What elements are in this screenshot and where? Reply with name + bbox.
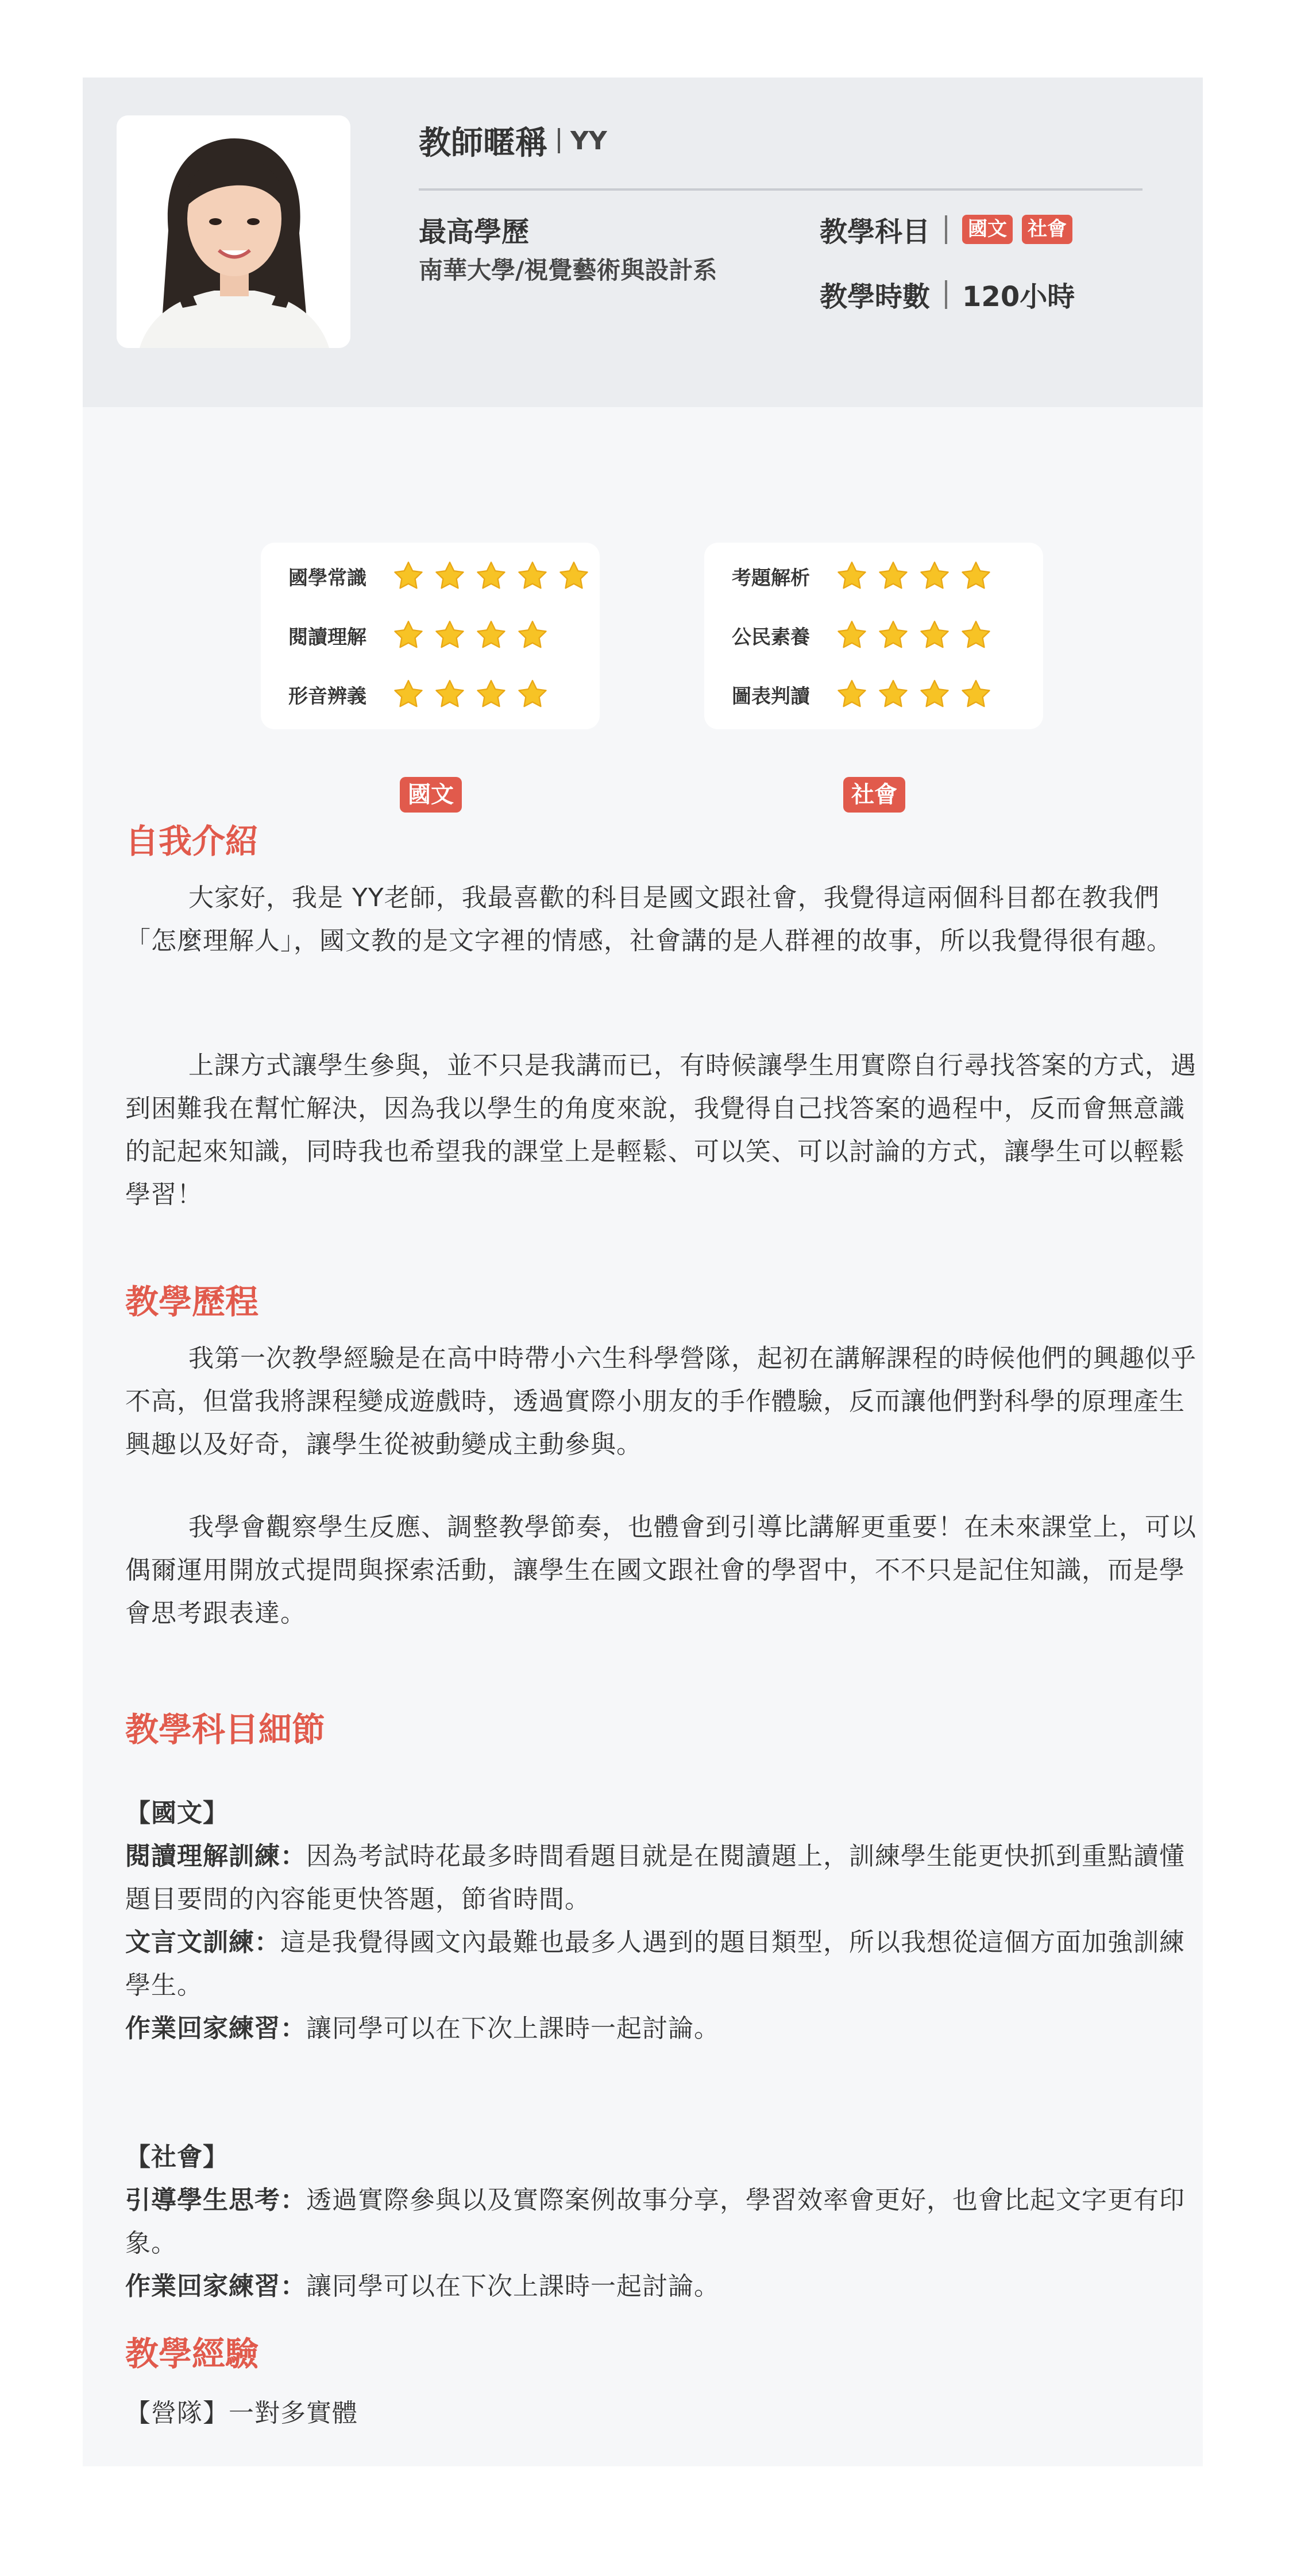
details-header-chinese: 【國文】 <box>125 1798 229 1828</box>
star-icon <box>877 560 910 592</box>
hours-label: 教學時數 <box>820 281 931 313</box>
nickname-value: YY <box>570 126 607 156</box>
star-icon <box>877 678 910 710</box>
star-icon <box>918 678 951 710</box>
star-icon <box>959 619 993 651</box>
detail-text: 透過實際參與以及實際案例故事分享，學習效率會更好，也會比起文字更有印象。 <box>125 2186 1185 2258</box>
star-rating <box>835 560 1001 592</box>
divider <box>945 215 947 244</box>
star-icon <box>433 560 466 592</box>
experience-item: 【營隊】一對多實體 <box>125 2399 358 2428</box>
nickname-label: 教師暱稱 <box>419 125 547 162</box>
profile-header <box>83 78 1203 407</box>
rating-label: 公民素養 <box>732 625 810 649</box>
rating-label: 考題解析 <box>732 566 810 590</box>
subject-tag-social: 社會 <box>843 777 905 813</box>
history-paragraph: 我第一次教學經驗是在高中時帶小六生科學營隊，起初在講解課程的時候他們的興趣似乎不高，但當我將課程變成遊戲時，透過實際小朋友的手作體驗，反而讓他們對科學的原理產生興趣以及好奇，讓學生從被動變成主動參與。 <box>125 1344 1196 1459</box>
star-icon <box>474 560 508 592</box>
rating-row <box>732 678 1001 710</box>
detail-label: 閱讀理解訓練： <box>125 1842 306 1871</box>
detail-item <box>125 1835 1202 1921</box>
detail-text: 因為考試時花最多時間看題目就是在閱讀題上，訓練學生能更快抓到重點讀懂題目要問的內容能更快答題，節省時間。 <box>125 1842 1185 1914</box>
divider <box>945 280 947 309</box>
education-label: 最高學歷 <box>419 216 530 248</box>
star-icon <box>959 560 993 592</box>
detail-label: 作業回家練習： <box>125 2272 306 2301</box>
star-rating <box>392 678 557 710</box>
star-icon <box>392 678 425 710</box>
star-icon <box>474 619 508 651</box>
detail-item <box>125 2179 1202 2265</box>
detail-label: 文言文訓練： <box>125 1928 280 1957</box>
education-value: 南華大學/視覺藝術與設計系 <box>419 256 717 284</box>
subject-tag-social: 社會 <box>1022 215 1072 244</box>
rating-row <box>732 619 1001 651</box>
star-icon <box>516 678 549 710</box>
star-icon <box>918 560 951 592</box>
detail-label: 引導學生思考： <box>125 2186 306 2215</box>
history-paragraph: 我學會觀察學生反應、調整教學節奏，也體會到引導比講解更重要！在未來課堂上，可以偶爾運用開放式提問與探索活動，讓學生在國文跟社會的學習中，不不只是記住知識，而是學會思考跟表達。 <box>125 1513 1196 1628</box>
rating-label: 形音辨義 <box>288 684 366 708</box>
star-icon <box>516 560 549 592</box>
rating-box-social <box>704 543 1043 729</box>
star-rating <box>835 619 1001 651</box>
section-title-history: 教學歷程 <box>125 1282 259 1321</box>
detail-item <box>125 1921 1202 2007</box>
intro-paragraph: 大家好，我是 YY老師，我最喜歡的科目是國文跟社會，我覺得這兩個科目都在教我們「怎麼理解人」，國文教的是文字裡的情感，社會講的是人群裡的故事，所以我覺得很有趣。 <box>125 883 1172 956</box>
star-icon <box>392 619 425 651</box>
star-icon <box>516 619 549 651</box>
subject-details <box>125 2136 1202 2308</box>
section-title-details: 教學科目細節 <box>125 1710 326 1749</box>
hours-row <box>820 274 1075 314</box>
detail-item <box>125 2265 1202 2308</box>
detail-text: 這是我覺得國文內最難也最多人遇到的題目類型，所以我想從這個方面加強訓練學生。 <box>125 1928 1185 2000</box>
teacher-photo <box>117 115 350 348</box>
star-rating <box>392 619 557 651</box>
section-title-intro: 自我介紹 <box>125 822 259 861</box>
star-rating <box>835 678 1001 710</box>
subject-tag-chinese: 國文 <box>962 215 1013 244</box>
star-icon <box>433 619 466 651</box>
detail-text: 讓同學可以在下次上課時一起討論。 <box>306 2272 720 2301</box>
subjects-row <box>820 210 1072 249</box>
rating-row <box>288 678 557 710</box>
star-rating <box>392 560 599 592</box>
rating-row <box>288 560 599 592</box>
star-icon <box>877 619 910 651</box>
rating-label: 閱讀理解 <box>288 625 366 649</box>
star-icon <box>959 678 993 710</box>
header-divider <box>419 188 1143 191</box>
rating-box-chinese <box>261 543 600 729</box>
rating-label: 圖表判讀 <box>732 684 810 708</box>
rating-row <box>732 560 1001 592</box>
star-icon <box>433 678 466 710</box>
intro-paragraph: 上課方式讓學生參與，並不只是我講而已，有時候讓學生用實際自行尋找答案的方式，遇到困難我在幫忙解決，因為我以學生的角度來說，我覺得自己找答案的過程中，反而會無意識的記起來知識，同時我也希望我的課堂上是輕鬆、可以笑、可以討論的方式，讓學生可以輕鬆學習！ <box>125 1051 1196 1209</box>
star-icon <box>392 560 425 592</box>
subject-tag-chinese: 國文 <box>400 777 462 813</box>
detail-label: 作業回家練習： <box>125 2014 306 2043</box>
star-icon <box>835 678 869 710</box>
rating-label: 國學常識 <box>288 566 366 590</box>
star-icon <box>557 560 590 592</box>
teacher-profile-card <box>83 78 1203 2466</box>
star-icon <box>835 619 869 651</box>
hours-value: 120小時 <box>962 281 1075 313</box>
divider <box>558 128 560 153</box>
subject-details <box>125 1792 1202 2050</box>
nickname-row <box>419 118 607 164</box>
subjects-label: 教學科目 <box>820 216 931 248</box>
section-title-experience: 教學經驗 <box>125 2334 259 2373</box>
star-icon <box>835 560 869 592</box>
star-icon <box>918 619 951 651</box>
detail-text: 讓同學可以在下次上課時一起討論。 <box>306 2014 720 2043</box>
rating-row <box>288 619 557 651</box>
details-header-social: 【社會】 <box>125 2142 229 2172</box>
star-icon <box>474 678 508 710</box>
detail-item <box>125 2007 1202 2050</box>
